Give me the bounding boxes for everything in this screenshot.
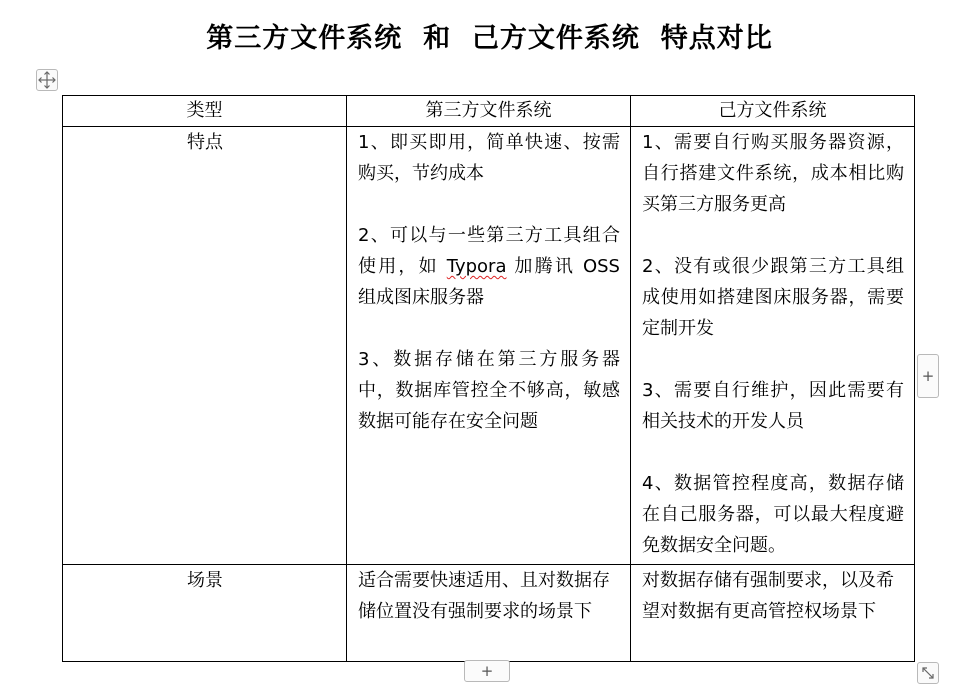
insert-row-button[interactable]: +: [464, 660, 510, 682]
row-type-cell[interactable]: 特点: [63, 127, 347, 565]
feature-paragraph: 2、可以与一些第三方工具组合使用，如 Typora 加腾讯 OSS 组成图床服务器: [358, 225, 620, 308]
feature-paragraph: 2、没有或很少跟第三方工具组成使用如搭建图床服务器，需要定制开发: [642, 256, 904, 339]
own-scene-cell[interactable]: [631, 565, 915, 662]
scene-text: 对数据存储有强制要求，以及希望对数据有更高管控权场景下: [642, 570, 894, 622]
header-cell-own[interactable]: 己方文件系统: [631, 96, 915, 127]
row-type-cell[interactable]: 场景: [63, 565, 347, 662]
table-move-handle[interactable]: [36, 69, 58, 91]
scene-text: 适合需要快速适用、且对数据存储位置没有强制要求的场景下: [358, 570, 610, 622]
third-party-feature-cell[interactable]: [347, 127, 631, 565]
comparison-table[interactable]: [62, 95, 915, 662]
insert-column-button[interactable]: +: [917, 354, 939, 398]
feature-paragraph: 3、数据存储在第三方服务器中，数据库管控全不够高，敏感数据可能存在安全问题: [358, 349, 620, 432]
spellcheck-flagged-word: Typora: [446, 256, 507, 277]
move-icon: [37, 70, 57, 90]
table-row: [63, 127, 915, 565]
table-header-row: [63, 96, 915, 127]
table-row: [63, 565, 915, 662]
feature-paragraph: 3、需要自行维护，因此需要有相关技术的开发人员: [642, 380, 904, 432]
resize-diagonal-icon: [918, 663, 938, 683]
header-cell-type[interactable]: 类型: [63, 96, 347, 127]
own-feature-cell[interactable]: [631, 127, 915, 565]
feature-paragraph: 1、需要自行购买服务器资源，自行搭建文件系统，成本相比购买第三方服务更高: [642, 132, 904, 215]
feature-paragraph: 1、即买即用，简单快速、按需购买，节约成本: [358, 132, 620, 184]
header-cell-third-party[interactable]: 第三方文件系统: [347, 96, 631, 127]
table-resize-handle[interactable]: [917, 662, 939, 684]
document-title: 第三方文件系统 和 己方文件系统 特点对比: [206, 23, 773, 54]
third-party-scene-cell[interactable]: [347, 565, 631, 662]
feature-paragraph: 4、数据管控程度高，数据存储在自己服务器，可以最大程度避免数据安全问题。: [642, 473, 904, 556]
